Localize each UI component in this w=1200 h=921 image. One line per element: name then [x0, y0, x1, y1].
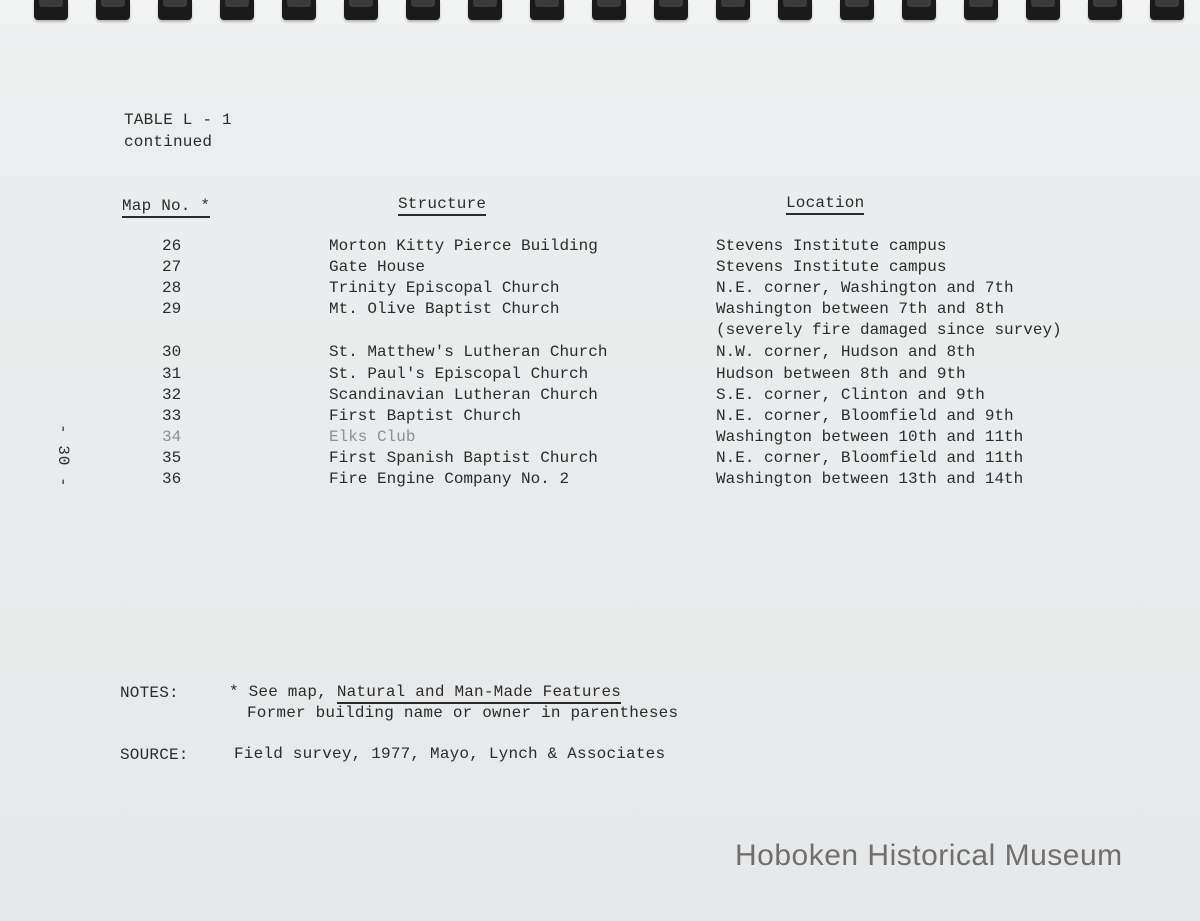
source-text: Field survey, 1977, Mayo, Lynch & Associates	[234, 745, 666, 763]
structure-name: Morton Kitty Pierce Building	[329, 237, 598, 255]
notes-label: NOTES:	[120, 684, 179, 702]
table-row	[0, 468, 1200, 490]
map-number: 30	[162, 343, 182, 361]
binding-ring	[964, 0, 998, 20]
binding-ring	[530, 0, 564, 20]
map-number: 29	[162, 300, 182, 318]
map-number: 26	[162, 237, 182, 255]
binding-ring	[220, 0, 254, 20]
table-row	[0, 341, 1200, 363]
table-row	[0, 277, 1200, 299]
structure-location: Washington between 7th and 8th	[716, 300, 1005, 318]
binding-ring	[902, 0, 936, 20]
binding-ring	[654, 0, 688, 20]
binding-ring	[778, 0, 812, 20]
structure-name: Elks Club	[329, 428, 416, 446]
source-label: SOURCE:	[120, 746, 189, 764]
map-number: 27	[162, 258, 182, 276]
structure-name: St. Paul's Episcopal Church	[329, 365, 589, 383]
structure-name: Mt. Olive Baptist Church	[329, 300, 560, 318]
table-row	[0, 235, 1200, 257]
table-subtitle: continued	[124, 133, 213, 151]
binding-ring	[34, 0, 68, 20]
column-header-location	[786, 193, 864, 213]
binding-ring	[1088, 0, 1122, 20]
structure-location: Stevens Institute campus	[716, 258, 947, 276]
structure-location: N.E. corner, Washington and 7th	[716, 279, 1014, 297]
structure-name: Trinity Episcopal Church	[329, 279, 560, 297]
structure-name: Scandinavian Lutheran Church	[329, 386, 598, 404]
page-number: - 30 -	[54, 424, 72, 488]
map-number: 33	[162, 407, 182, 425]
structure-location: Washington between 10th and 11th	[716, 428, 1024, 446]
column-header-structure	[398, 194, 486, 214]
binding-ring	[1150, 0, 1184, 20]
map-number: 32	[162, 386, 182, 404]
binding-ring	[344, 0, 378, 20]
structure-location: N.W. corner, Hudson and 8th	[716, 343, 976, 361]
notes-map-title: Natural and Man-Made Features	[337, 683, 621, 704]
notes-line-1	[229, 682, 621, 702]
table-row	[0, 426, 1200, 448]
table-label: TABLE L - 1	[124, 111, 232, 129]
binding-ring	[592, 0, 626, 20]
binding-ring	[1026, 0, 1060, 20]
column-header-map-no-label: Map No. *	[122, 197, 210, 218]
structure-location: Stevens Institute campus	[716, 237, 947, 255]
table-row	[0, 384, 1200, 406]
structure-name: First Spanish Baptist Church	[329, 449, 598, 467]
column-header-location-label: Location	[786, 194, 864, 215]
structure-location: Washington between 13th and 14th	[716, 470, 1024, 488]
binding-ring	[468, 0, 502, 20]
structure-location: N.E. corner, Bloomfield and 11th	[716, 449, 1024, 467]
map-number: 28	[162, 279, 182, 297]
museum-watermark: Hoboken Historical Museum	[735, 839, 1123, 872]
table-row-note	[0, 319, 1200, 341]
structure-location: Hudson between 8th and 9th	[716, 365, 966, 383]
structure-name: First Baptist Church	[329, 407, 522, 425]
notes-see-map: * See map,	[229, 683, 328, 701]
map-number: 35	[162, 449, 182, 467]
binding-ring	[282, 0, 316, 20]
binding-ring	[406, 0, 440, 20]
column-header-structure-label: Structure	[398, 195, 486, 216]
table-row	[0, 447, 1200, 469]
structure-name: Gate House	[329, 258, 426, 276]
structure-name: Fire Engine Company No. 2	[329, 470, 570, 488]
binding-ring	[716, 0, 750, 20]
notes-line-2: Former building name or owner in parentheses	[247, 704, 679, 722]
table-row	[0, 256, 1200, 278]
map-number: 31	[162, 365, 182, 383]
structure-name: St. Matthew's Lutheran Church	[329, 343, 608, 361]
binding-ring	[840, 0, 874, 20]
location-note: (severely fire damaged since survey)	[716, 321, 1062, 339]
spiral-binding	[0, 0, 1200, 24]
structure-location: N.E. corner, Bloomfield and 9th	[716, 407, 1014, 425]
binding-ring	[96, 0, 130, 20]
map-number: 34	[162, 428, 182, 446]
table-row	[0, 298, 1200, 320]
column-header-map-no	[122, 196, 210, 216]
binding-ring	[158, 0, 192, 20]
structure-location: S.E. corner, Clinton and 9th	[716, 386, 985, 404]
table-row	[0, 405, 1200, 427]
table-row	[0, 363, 1200, 385]
map-number: 36	[162, 470, 182, 488]
